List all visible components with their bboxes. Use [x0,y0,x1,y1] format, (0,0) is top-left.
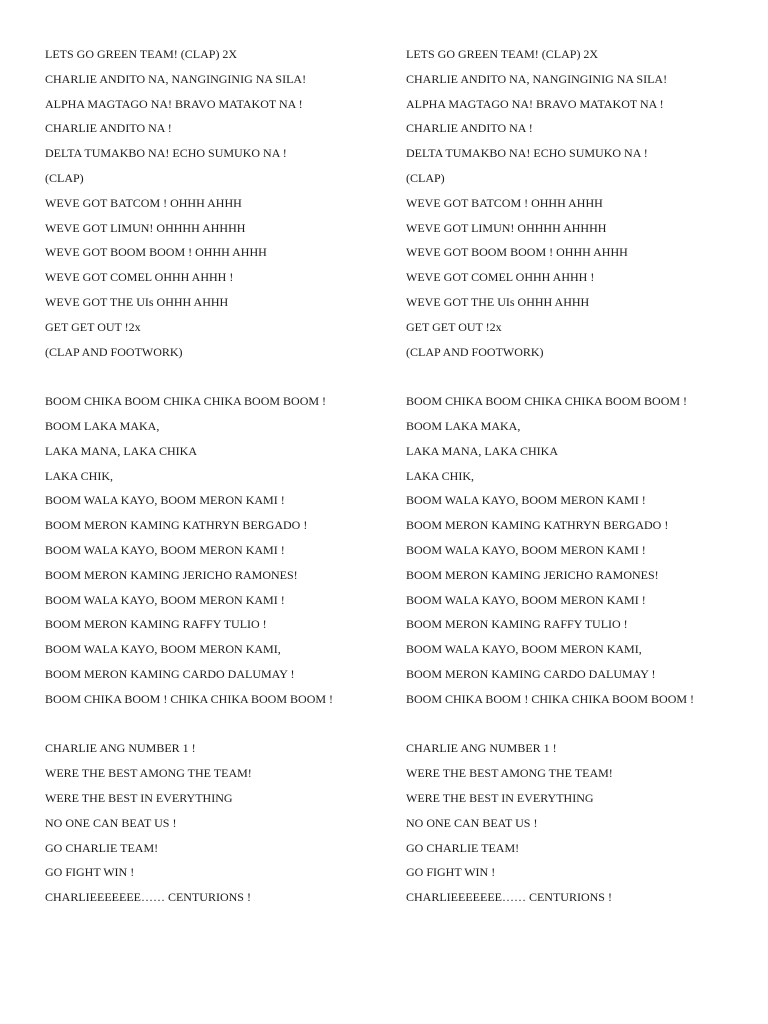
cheer-line: WEVE GOT BOOM BOOM ! OHHH AHHH [406,245,628,260]
cheer-line: WEVE GOT COMEL OHHH AHHH ! [45,270,234,285]
cheer-line: WERE THE BEST IN EVERYTHING [45,790,233,805]
cheer-line: CHARLIE ANDITO NA ! [406,121,533,136]
cheer-line: (CLAP) [45,170,84,185]
cheer-line: GO CHARLIE TEAM! [45,840,159,855]
cheer-line: BOOM LAKA MAKA, [406,418,521,433]
cheer-line: BOOM LAKA MAKA, [45,418,160,433]
cheer-line: WEVE GOT LIMUN! OHHHH AHHHH [45,220,246,235]
cheer-line: LETS GO GREEN TEAM! (CLAP) 2X [406,47,599,61]
cheer-line: (CLAP) [406,170,445,185]
cheer-line: BOOM MERON KAMING JERICHO RAMONES! [45,567,298,582]
cheer-line: NO ONE CAN BEAT US ! [406,815,538,830]
cheer-line: WEVE GOT LIMUN! OHHHH AHHHH [406,220,607,235]
cheer-line: NO ONE CAN BEAT US ! [45,815,177,830]
cheer-line: WEVE GOT THE UIs OHHH AHHH [406,294,590,309]
cheer-line: LAKA CHIK, [45,468,113,483]
cheer-line: CHARLIE ANDITO NA, NANGINGINIG NA SILA! [45,71,307,86]
cheer-line: (CLAP AND FOOTWORK) [45,344,183,359]
cheer-line: WERE THE BEST AMONG THE TEAM! [406,766,613,781]
cheer-line: BOOM CHIKA BOOM ! CHIKA CHIKA BOOM BOOM ! [406,691,695,706]
cheer-line: GO FIGHT WIN ! [45,865,135,880]
cheer-line: BOOM WALA KAYO, BOOM MERON KAMI ! [406,592,646,607]
cheer-line: LAKA MANA, LAKA CHIKA [406,443,558,458]
stanza-break [45,364,395,389]
cheer-line: CHARLIEEEEEEE…… CENTURIONS ! [45,890,251,905]
stanza-break [406,364,756,389]
cheer-line: WERE THE BEST IN EVERYTHING [406,790,594,805]
cheer-line: GO FIGHT WIN ! [406,865,496,880]
cheer-line: WEVE GOT BOOM BOOM ! OHHH AHHH [45,245,267,260]
cheer-line: BOOM WALA KAYO, BOOM MERON KAMI ! [406,493,646,508]
cheer-line: BOOM WALA KAYO, BOOM MERON KAMI ! [406,542,646,557]
cheer-line: BOOM MERON KAMING JERICHO RAMONES! [406,567,659,582]
cheer-line: BOOM CHIKA BOOM CHIKA CHIKA BOOM BOOM ! [406,394,688,409]
cheer-line: WERE THE BEST AMONG THE TEAM! [45,766,252,781]
cheer-column-left [45,42,395,910]
cheer-line: BOOM MERON KAMING CARDO DALUMAY ! [406,666,656,681]
cheer-line: GET GET OUT !2x [45,319,141,334]
cheer-line: WEVE GOT BATCOM ! OHHH AHHH [406,195,603,210]
cheer-line: LAKA MANA, LAKA CHIKA [45,443,197,458]
cheer-line: BOOM WALA KAYO, BOOM MERON KAMI ! [45,493,285,508]
cheer-line: WEVE GOT THE UIs OHHH AHHH [45,294,229,309]
cheer-line: BOOM MERON KAMING RAFFY TULIO ! [406,617,628,632]
cheer-line: ALPHA MAGTAGO NA! BRAVO MATAKOT NA ! [406,96,664,111]
cheer-line: DELTA TUMAKBO NA! ECHO SUMUKO NA ! [45,146,287,161]
cheer-line: BOOM MERON KAMING KATHRYN BERGADO ! [406,518,669,533]
cheer-line: LETS GO GREEN TEAM! (CLAP) 2X [45,47,238,61]
cheer-line: BOOM WALA KAYO, BOOM MERON KAMI, [45,642,281,657]
cheer-line: BOOM CHIKA BOOM CHIKA CHIKA BOOM BOOM ! [45,394,327,409]
cheer-column-right [406,42,756,910]
cheer-line: (CLAP AND FOOTWORK) [406,344,544,359]
cheer-line: CHARLIE ANDITO NA ! [45,121,172,136]
cheer-line: GO CHARLIE TEAM! [406,840,520,855]
cheer-line: GET GET OUT !2x [406,319,502,334]
cheer-line: BOOM MERON KAMING KATHRYN BERGADO ! [45,518,308,533]
cheer-line: BOOM WALA KAYO, BOOM MERON KAMI ! [45,542,285,557]
cheer-line: CHARLIE ANG NUMBER 1 ! [406,741,557,756]
cheer-line: LAKA CHIK, [406,468,474,483]
stanza-break [406,712,756,737]
cheer-line: BOOM WALA KAYO, BOOM MERON KAMI, [406,642,642,657]
cheer-line: WEVE GOT BATCOM ! OHHH AHHH [45,195,242,210]
cheer-line: CHARLIEEEEEEE…… CENTURIONS ! [406,890,612,905]
stanza-break [45,712,395,737]
cheer-line: CHARLIE ANG NUMBER 1 ! [45,741,196,756]
cheer-line: WEVE GOT COMEL OHHH AHHH ! [406,270,595,285]
cheer-line: BOOM CHIKA BOOM ! CHIKA CHIKA BOOM BOOM ! [45,691,334,706]
cheer-line: CHARLIE ANDITO NA, NANGINGINIG NA SILA! [406,71,668,86]
cheer-line: DELTA TUMAKBO NA! ECHO SUMUKO NA ! [406,146,648,161]
cheer-line: BOOM MERON KAMING RAFFY TULIO ! [45,617,267,632]
cheer-line: BOOM WALA KAYO, BOOM MERON KAMI ! [45,592,285,607]
cheer-line: ALPHA MAGTAGO NA! BRAVO MATAKOT NA ! [45,96,303,111]
cheer-line: BOOM MERON KAMING CARDO DALUMAY ! [45,666,295,681]
